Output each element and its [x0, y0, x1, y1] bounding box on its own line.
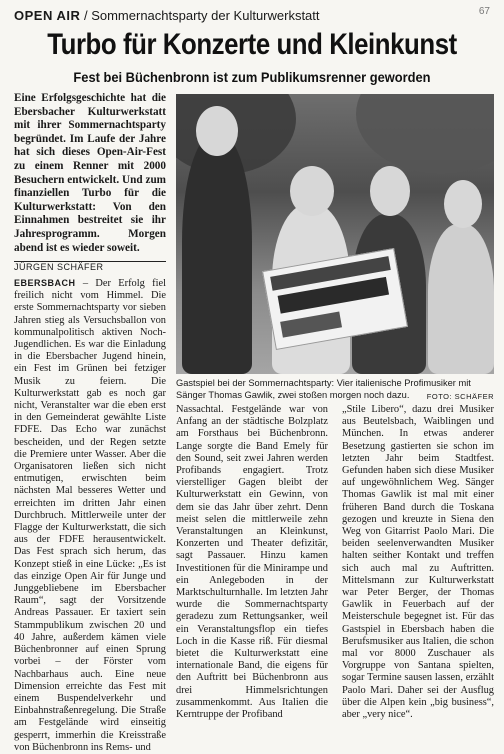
photo-tree-shape: [356, 94, 494, 174]
dateline: EBERSBACH: [14, 278, 76, 288]
subhead: Fest bei Büchenbronn ist zum Publikumsrenner geworden: [73, 69, 431, 85]
photo-face-4: [444, 180, 482, 228]
photo-person-1: [182, 134, 252, 374]
photo-credit: FOTO: SCHÄFER: [426, 392, 494, 401]
body-column-3: [342, 404, 494, 721]
body-text-col3: „Stile Libero“, dazu drei Musiker aus Beutelsbach, Waiblingen und München. In etwas anderer Besetzung gastierten sie schon im letzten Jahr beim Stadtfest. Gefunden haben sich diese Musiker auf ungewöhnlichem Weg. Sänger Thomas Gawlik ist mal mit einer früheren Band durch die Toskana gezogen und kreuzte in Siena den Weg von Gitarrist Paolo Mari. Die beiden seelenverwandten Musiker halten seither Kontakt und treffen sich auch mal zu Auftritten. Mittelsmann zur Kulturwerkstatt war Peter Berger, der Thomas Gawlik in Feuerbach auf der Meisterschule begegnet ist. Für das Gastspiel in Ebersbach haben die Berufsmusiker aus Italien, die schon mal vor 8000 Zuschauer als Vorgruppe von Santana spielten, sogar Termine sausen lassen, erzählt Paolo Mari. Daher sei der Ausflug über die Alpen kein „big business“, aber „very nice“.: [342, 404, 494, 721]
photo-person-4: [428, 224, 494, 374]
body-text-col1: Der Erfolg fiel freilich nicht vom Himmel. Die erste Sommernachtsparty vor sieben Jahren stieg als Versuchsballon von kommunalpolitisch aktiven Noch-Jugendlichen. Es war die Einladung in die Ebersbacher Jugend hinein, ein Fest im Grünen bei fetziger Musik zu feiern. Die Kulturwerkstatt gab es noch gar nicht, Veranstalter war die eben erst in den Gemeinderat gewählte Liste FDFE. Das Echo war zunächst bescheiden, und der Regen setzte die Premiere unter Wasser. Aber die Organisatoren ließen sich nicht entmutigen, erwischten beim nächsten Mal besseres Wetter und erreichten im dritten Jahr einen Durchbruch. Mittlerweile unter der Flagge der Kulturwerkstatt, die sich aus der FDFE herausentwickelt. Das Fest sprach sich herum, das Konzept stieß in eine Lücke: „Es ist das einzige Open Air für Junge und Junggebliebene im Ebersbacher Raum“, sagt der Vorsitzende Andreas Passauer. Er taxiert sein Stammpublikum zwischen 20 und 40 Jahre, außerdem kämen viele Büchenbronner auf einen Sprung vorbei – der Förster vom Nachbarhaus auch. Eine neue Dimension erreichte das Fest mit einem Buspendelverkehr und Einbahnstraßenregelung. Die Straße am Festgelände wird einseitig gesperrt, immerhin die Kreisstraße von Büchenbronn ins Rems- und: [14, 278, 166, 753]
photo-face-2: [290, 166, 334, 216]
kicker-text: Sommernachtsparty der Kulturwerkstatt: [91, 8, 320, 23]
photo-caption: [176, 377, 494, 403]
page-number: 67: [478, 6, 490, 17]
body-text-col2: Nassachtal. Festgelände war von Anfang an der städtische Bolzplatz am Forsthaus bei Büchenbronn. Lange sorgte die Band Emely für den Sound, seit zwei Jahren werden Profibands engagiert. Trotz vierstelliger Gagen bleibt der Kulturwerkstatt ein Gewinn, von dem sie das Jahr über zehrt. Denn meist selen die mittlerweile zehn Veranstaltungen an Kleinkunst, Konzerten und Theater defizitär, sagt Passauer. Hinzu kamen Investitionen für die Minirampe und ein Anlegeboden in der Marktschulturnhalle. Im letzten Jahr wurde die Sommernachtsparty geradezu zum Rettungsanker, weil ein Veranstaltungsflop ein tiefes Loch in die Kasse riß. Für diesmal bietet die Kulturwerkstatt eine internationale Band, die eigens für den Auftritt bei Büchenbronn aus drei Himmelsrichtungen zusammenkommt. Aus Italien die Kerntruppe der Profiband: [176, 404, 328, 721]
kicker: [14, 8, 454, 24]
photo-face-1: [196, 106, 238, 156]
kicker-label: OPEN AIR: [14, 8, 81, 23]
headline: Turbo für Konzerte und Kleinkunst: [47, 28, 457, 61]
body-column-1: EBERSBACH – Der Erfolg fiel freilich nicht vom Himmel. Die erste Sommernachtsparty vor sieben Jahren stieg als Versuchsballon von kommunalpolitisch aktiven Noch-Jugendlichen. Es war die Einladung in die Ebersbacher Jugend hinein, ein Fest im Grünen bei fetziger Musik zu feiern. Die Kulturwerkstatt gab es noch gar nicht, Veranstalter war die eben erst in den Gemeinderat gewählte Liste FDFE. Das Echo war zunächst bescheiden, und der Regen setzte die Premiere unter Wasser. Aber die Organisatoren ließen sich nicht entmutigen, erwischten beim nächsten Mal besseres Wetter und erreichten im dritten Jahr einen Durchbruch. Mittlerweile unter der Flagge der Kulturwerkstatt, die sich aus der FDFE herausentwickelt. Das Fest sprach sich herum, das Konzept stieß in eine Lücke: „Es ist das einzige Open Air für Junge und Junggebliebene im Ebersbacher Raum“, sagt der Vorsitzende Andreas Passauer. Er taxiert sein Stammpublikum zwischen 20 und 40 Jahre, außerdem kämen viele Büchenbronner auf einen Sprung vorbei – der Förster vom Nachbarhaus auch. Eine neue Dimension erreichte das Fest mit einem Buspendelverkehr und Einbahnstraßenregelung. Die Straße am Festgelände wird einseitig gesperrt, immerhin die Kreisstraße von Büchenbronn ins Rems- und: [14, 278, 166, 753]
poster-stripe: [280, 311, 342, 337]
lead-paragraph: Eine Erfolgsgeschichte hat die Ebersbacher Kulturwerkstatt mit ihrer Sommernachtsparty begründet. Im Laufe der Jahre hat sich dieses Open-Air-Fest zu einem Renner mit 2000 Besuchern entwickelt. Und zum finanziellen Turbo für die Kulturwerkstatt: Von den Einnahmen bestreitet sie ihr Jahresprogramm. Morgen abend ist es wieder soweit.: [14, 92, 166, 254]
caption-text: Gastspiel bei der Sommernachtsparty: Vier italienische Profimusiker mit Sänger Thomas Gawlik, zwei stoßen morgen noch dazu.: [176, 378, 471, 400]
article-photo: [176, 94, 494, 374]
kicker-separator: /: [80, 8, 92, 23]
author-byline: JÜRGEN SCHÄFER: [14, 262, 104, 272]
photo-face-3: [370, 166, 410, 216]
body-column-2: [176, 404, 328, 721]
